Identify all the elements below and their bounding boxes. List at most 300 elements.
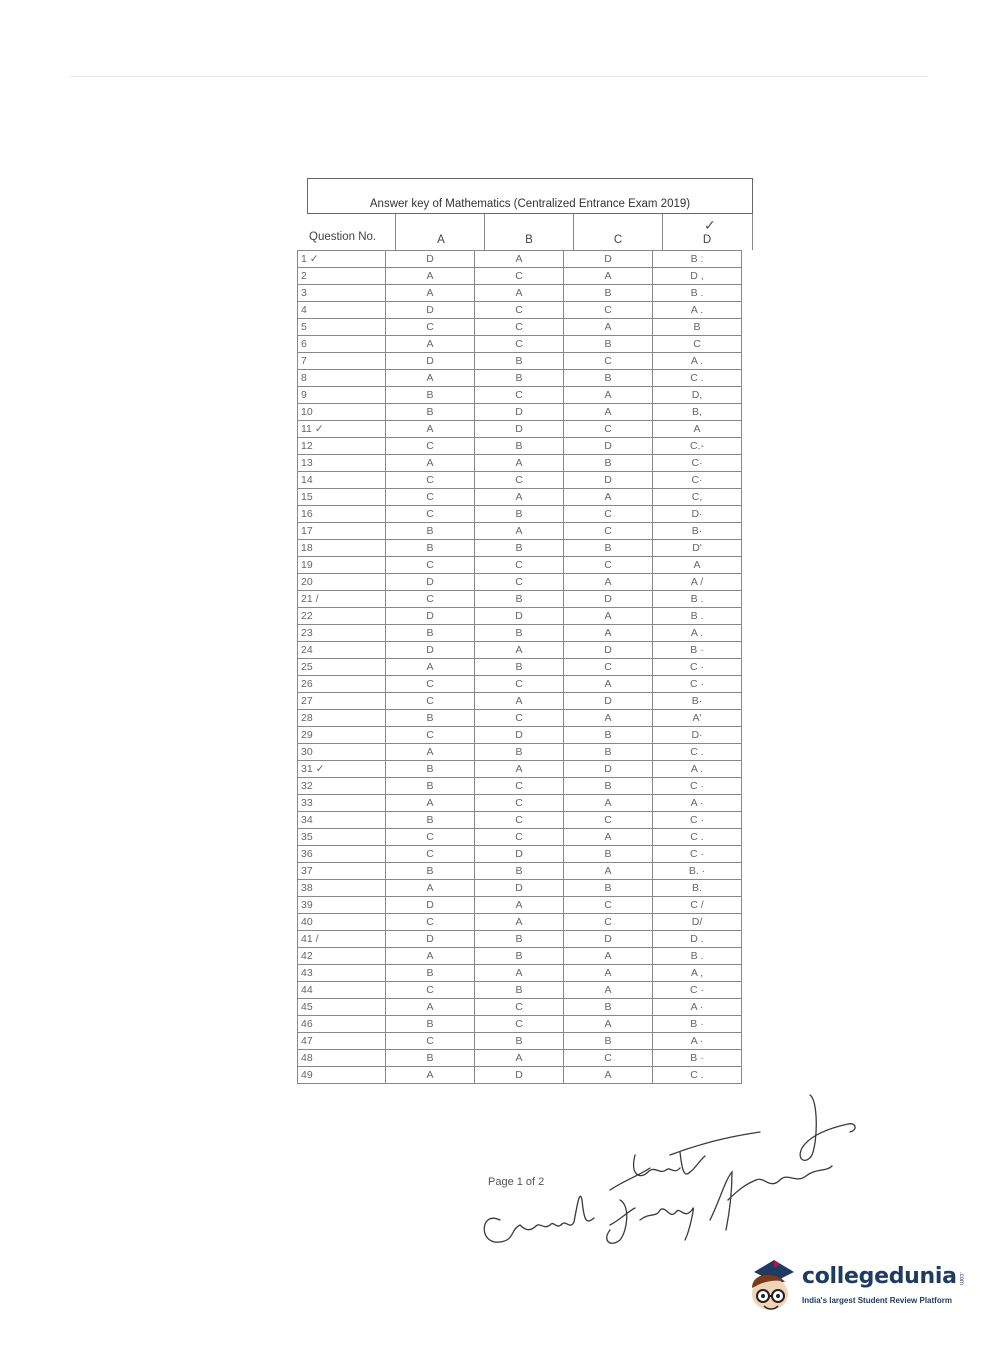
answer-cell-a: A	[386, 336, 475, 353]
answer-cell-a: D	[386, 302, 475, 319]
answer-cell-a: D	[386, 897, 475, 914]
answer-cell-b: B	[475, 931, 564, 948]
answer-cell-a: D	[386, 574, 475, 591]
answer-cell-c: C	[564, 1050, 653, 1067]
answer-cell-c: B	[564, 1033, 653, 1050]
answer-cell-c: B	[564, 370, 653, 387]
answer-cell-c: B	[564, 846, 653, 863]
answer-cell-c: C	[564, 897, 653, 914]
question-number: 39	[298, 897, 386, 914]
question-number: 45	[298, 999, 386, 1016]
answer-cell-d: D/	[653, 914, 742, 931]
answer-cell-d: A	[653, 557, 742, 574]
answer-cell-d: B·	[653, 693, 742, 710]
table-row	[298, 608, 742, 625]
answer-cell-c: A	[564, 625, 653, 642]
answer-cell-d: A ·	[653, 999, 742, 1016]
answer-cell-d: D,	[653, 387, 742, 404]
top-rule	[70, 76, 928, 77]
question-number: 2	[298, 268, 386, 285]
table-row	[298, 251, 742, 268]
question-number: 13	[298, 455, 386, 472]
answer-cell-b: D	[475, 608, 564, 625]
answer-cell-b: C	[475, 557, 564, 574]
answer-cell-a: C	[386, 557, 475, 574]
answer-cell-d: C .	[653, 370, 742, 387]
question-number: 12	[298, 438, 386, 455]
answer-cell-b: C	[475, 574, 564, 591]
answer-cell-a: B	[386, 863, 475, 880]
answer-table	[297, 250, 742, 1084]
answer-cell-b: A	[475, 489, 564, 506]
answer-cell-b: A	[475, 693, 564, 710]
table-row	[298, 761, 742, 778]
answer-cell-d: B,	[653, 404, 742, 421]
question-number: 20	[298, 574, 386, 591]
answer-cell-b: C	[475, 319, 564, 336]
question-number: 10	[298, 404, 386, 421]
table-row	[298, 829, 742, 846]
answer-cell-a: B	[386, 1050, 475, 1067]
header-divider	[662, 214, 663, 250]
question-number: 44	[298, 982, 386, 999]
header-divider	[573, 214, 574, 250]
question-number: 41 /	[298, 931, 386, 948]
answer-cell-b: A	[475, 455, 564, 472]
table-row	[298, 659, 742, 676]
answer-cell-a: A	[386, 285, 475, 302]
question-number: 8	[298, 370, 386, 387]
answer-cell-c: B	[564, 336, 653, 353]
question-number: 15	[298, 489, 386, 506]
answer-cell-d: C·	[653, 472, 742, 489]
answer-cell-d: B ·	[653, 642, 742, 659]
question-number: 28	[298, 710, 386, 727]
answer-cell-b: A	[475, 761, 564, 778]
question-number: 16	[298, 506, 386, 523]
collegedunia-logo	[740, 1250, 970, 1320]
answer-cell-c: C	[564, 506, 653, 523]
answer-cell-d: A .	[653, 761, 742, 778]
answer-cell-d: A ·	[653, 795, 742, 812]
answer-cell-a: B	[386, 778, 475, 795]
table-row	[298, 914, 742, 931]
question-number: 7	[298, 353, 386, 370]
table-row	[298, 625, 742, 642]
answer-cell-d: B .	[653, 948, 742, 965]
answer-cell-b: C	[475, 795, 564, 812]
answer-cell-c: D	[564, 642, 653, 659]
answer-cell-a: C	[386, 914, 475, 931]
table-row	[298, 999, 742, 1016]
answer-cell-a: A	[386, 421, 475, 438]
answer-cell-a: A	[386, 455, 475, 472]
table-row	[298, 795, 742, 812]
answer-cell-a: B	[386, 710, 475, 727]
answer-cell-d: A .	[653, 353, 742, 370]
answer-cell-d: B.	[653, 880, 742, 897]
answer-cell-a: D	[386, 931, 475, 948]
answer-cell-d: C .	[653, 744, 742, 761]
table-row	[298, 965, 742, 982]
table-row	[298, 863, 742, 880]
answer-cell-b: D	[475, 421, 564, 438]
handwritten-signature	[470, 1080, 870, 1260]
question-number: 36	[298, 846, 386, 863]
question-number: 32	[298, 778, 386, 795]
answer-cell-a: A	[386, 795, 475, 812]
d-tick-mark: ✓	[704, 217, 716, 233]
answer-cell-a: A	[386, 744, 475, 761]
answer-cell-b: C	[475, 387, 564, 404]
answer-cell-d: C ·	[653, 659, 742, 676]
table-row	[298, 744, 742, 761]
table-row	[298, 421, 742, 438]
answer-cell-b: B	[475, 370, 564, 387]
answer-cell-c: B	[564, 880, 653, 897]
answer-cell-c: D	[564, 931, 653, 948]
answer-cell-d: B :	[653, 251, 742, 268]
answer-cell-d: C ·	[653, 846, 742, 863]
answer-cell-c: A	[564, 1016, 653, 1033]
answer-cell-d: B ·	[653, 1016, 742, 1033]
question-number: 33	[298, 795, 386, 812]
answer-cell-b: B	[475, 506, 564, 523]
answer-cell-b: A	[475, 965, 564, 982]
answer-cell-a: D	[386, 608, 475, 625]
answer-cell-a: A	[386, 659, 475, 676]
answer-cell-b: B	[475, 982, 564, 999]
question-number: 27	[298, 693, 386, 710]
table-row	[298, 353, 742, 370]
question-number: 18	[298, 540, 386, 557]
answer-cell-a: C	[386, 829, 475, 846]
table-row	[298, 948, 742, 965]
column-b-header: B	[525, 234, 533, 246]
title-box	[307, 178, 753, 214]
answer-cell-b: A	[475, 914, 564, 931]
question-number: 43	[298, 965, 386, 982]
question-no-header: Question No.	[309, 231, 377, 243]
table-row	[298, 455, 742, 472]
table-row	[298, 778, 742, 795]
answer-cell-c: C	[564, 421, 653, 438]
answer-cell-d: C ·	[653, 778, 742, 795]
page-footer: Page 1 of 2	[488, 1176, 545, 1188]
answer-cell-b: D	[475, 1067, 564, 1084]
answer-cell-c: B	[564, 455, 653, 472]
answer-cell-a: D	[386, 251, 475, 268]
answer-cell-a: B	[386, 625, 475, 642]
table-row	[298, 1016, 742, 1033]
question-number: 14	[298, 472, 386, 489]
answer-cell-d: C /	[653, 897, 742, 914]
table-row	[298, 880, 742, 897]
question-number: 22	[298, 608, 386, 625]
question-number: 11 ✓	[298, 421, 386, 438]
table-row	[298, 387, 742, 404]
answer-cell-c: A	[564, 863, 653, 880]
header-divider	[484, 214, 485, 250]
answer-cell-b: B	[475, 353, 564, 370]
answer-cell-a: C	[386, 982, 475, 999]
table-row	[298, 438, 742, 455]
question-number: 47	[298, 1033, 386, 1050]
question-number: 5	[298, 319, 386, 336]
answer-cell-a: A	[386, 370, 475, 387]
answer-cell-b: C	[475, 302, 564, 319]
answer-cell-d: D .	[653, 931, 742, 948]
question-number: 46	[298, 1016, 386, 1033]
answer-cell-c: D	[564, 438, 653, 455]
brand-name: collegedunia	[802, 1264, 957, 1289]
table-row	[298, 846, 742, 863]
answer-cell-b: B	[475, 625, 564, 642]
question-number: 3	[298, 285, 386, 302]
answer-cell-a: B	[386, 965, 475, 982]
answer-cell-b: B	[475, 744, 564, 761]
answer-cell-d: D'	[653, 540, 742, 557]
answer-cell-a: B	[386, 761, 475, 778]
question-number: 49	[298, 1067, 386, 1084]
table-row	[298, 302, 742, 319]
answer-cell-c: A	[564, 982, 653, 999]
page-title: Answer key of Mathematics (Centralized Entrance Exam 2019)	[369, 198, 691, 210]
table-row	[298, 710, 742, 727]
table-row	[298, 404, 742, 421]
table-row	[298, 540, 742, 557]
answer-cell-b: C	[475, 268, 564, 285]
answer-cell-d: A ,	[653, 965, 742, 982]
answer-cell-a: C	[386, 1033, 475, 1050]
column-d-header: D	[702, 234, 712, 246]
answer-cell-b: C	[475, 999, 564, 1016]
answer-cell-d: B .	[653, 285, 742, 302]
answer-cell-c: D	[564, 251, 653, 268]
answer-cell-c: C	[564, 659, 653, 676]
answer-cell-c: C	[564, 302, 653, 319]
table-row	[298, 1033, 742, 1050]
answer-cell-d: B ·	[653, 1050, 742, 1067]
question-number: 26	[298, 676, 386, 693]
table-row	[298, 336, 742, 353]
answer-cell-a: C	[386, 319, 475, 336]
question-number: 42	[298, 948, 386, 965]
table-row	[298, 523, 742, 540]
question-number: 30	[298, 744, 386, 761]
answer-cell-d: C .	[653, 1067, 742, 1084]
answer-cell-c: A	[564, 574, 653, 591]
column-a-header: A	[437, 234, 445, 246]
table-row	[298, 489, 742, 506]
answer-cell-d: C ·	[653, 676, 742, 693]
question-number: 48	[298, 1050, 386, 1067]
answer-cell-c: A	[564, 387, 653, 404]
answer-cell-d: C·	[653, 455, 742, 472]
answer-cell-a: D	[386, 353, 475, 370]
answer-cell-d: C.-	[653, 438, 742, 455]
answer-cell-b: C	[475, 676, 564, 693]
answer-cell-b: B	[475, 863, 564, 880]
question-number: 25	[298, 659, 386, 676]
answer-cell-a: C	[386, 438, 475, 455]
table-row	[298, 727, 742, 744]
answer-cell-d: A .	[653, 302, 742, 319]
answer-cell-b: B	[475, 540, 564, 557]
table-row	[298, 676, 742, 693]
answer-cell-c: C	[564, 557, 653, 574]
answer-cell-a: C	[386, 506, 475, 523]
table-row	[298, 557, 742, 574]
answer-cell-c: C	[564, 523, 653, 540]
answer-cell-b: A	[475, 523, 564, 540]
answer-cell-a: C	[386, 846, 475, 863]
brand-suffix: .com	[958, 1272, 964, 1286]
answer-cell-d: C .	[653, 829, 742, 846]
answer-cell-a: A	[386, 1067, 475, 1084]
answer-cell-b: A	[475, 642, 564, 659]
answer-cell-d: B·	[653, 523, 742, 540]
answer-cell-d: A ·	[653, 1033, 742, 1050]
answer-cell-c: C	[564, 353, 653, 370]
table-row	[298, 574, 742, 591]
answer-cell-b: A	[475, 1050, 564, 1067]
answer-cell-c: A	[564, 676, 653, 693]
header-divider	[752, 214, 753, 250]
question-number: 19	[298, 557, 386, 574]
answer-cell-a: C	[386, 693, 475, 710]
answer-cell-a: D	[386, 642, 475, 659]
question-number: 9	[298, 387, 386, 404]
question-number: 4	[298, 302, 386, 319]
question-number: 17	[298, 523, 386, 540]
answer-cell-c: B	[564, 285, 653, 302]
answer-key-sheet	[297, 178, 753, 1126]
answer-cell-b: B	[475, 1033, 564, 1050]
answer-cell-b: C	[475, 829, 564, 846]
table-row	[298, 1050, 742, 1067]
answer-cell-c: D	[564, 472, 653, 489]
question-number: 23	[298, 625, 386, 642]
answer-cell-b: D	[475, 727, 564, 744]
question-number: 40	[298, 914, 386, 931]
header-divider	[395, 214, 396, 250]
answer-cell-a: A	[386, 268, 475, 285]
question-number: 6	[298, 336, 386, 353]
answer-cell-a: A	[386, 999, 475, 1016]
answer-cell-d: C	[653, 336, 742, 353]
column-c-header: C	[613, 234, 623, 246]
answer-cell-a: C	[386, 676, 475, 693]
table-row	[298, 506, 742, 523]
answer-cell-d: B. ·	[653, 863, 742, 880]
answer-cell-c: A	[564, 608, 653, 625]
answer-cell-c: C	[564, 812, 653, 829]
answer-cell-a: C	[386, 472, 475, 489]
answer-cell-b: A	[475, 285, 564, 302]
answer-cell-d: D ,	[653, 268, 742, 285]
answer-cell-b: C	[475, 778, 564, 795]
answer-cell-b: A	[475, 251, 564, 268]
answer-cell-c: B	[564, 999, 653, 1016]
answer-cell-b: D	[475, 404, 564, 421]
answer-cell-d: D·	[653, 727, 742, 744]
answer-cell-a: A	[386, 880, 475, 897]
answer-cell-c: A	[564, 948, 653, 965]
answer-cell-d: D·	[653, 506, 742, 523]
answer-cell-d: A /	[653, 574, 742, 591]
question-number: 35	[298, 829, 386, 846]
answer-cell-a: C	[386, 489, 475, 506]
answer-cell-b: B	[475, 659, 564, 676]
table-header	[307, 214, 753, 250]
answer-cell-c: C	[564, 914, 653, 931]
answer-cell-a: C	[386, 727, 475, 744]
answer-cell-c: A	[564, 489, 653, 506]
answer-cell-c: B	[564, 778, 653, 795]
answer-cell-c: A	[564, 829, 653, 846]
answer-cell-c: A	[564, 1067, 653, 1084]
answer-cell-d: A'	[653, 710, 742, 727]
answer-cell-a: B	[386, 1016, 475, 1033]
answer-cell-c: A	[564, 965, 653, 982]
answer-cell-b: B	[475, 438, 564, 455]
answer-cell-d: A	[653, 421, 742, 438]
answer-cell-c: B	[564, 727, 653, 744]
table-row	[298, 268, 742, 285]
table-row	[298, 370, 742, 387]
table-row	[298, 931, 742, 948]
table-row	[298, 693, 742, 710]
answer-cell-b: C	[475, 472, 564, 489]
table-row	[298, 591, 742, 608]
answer-cell-c: D	[564, 591, 653, 608]
answer-cell-d: B	[653, 319, 742, 336]
answer-cell-a: B	[386, 523, 475, 540]
answer-cell-b: D	[475, 846, 564, 863]
answer-cell-b: D	[475, 880, 564, 897]
question-number: 21 /	[298, 591, 386, 608]
question-number: 24	[298, 642, 386, 659]
answer-cell-c: D	[564, 693, 653, 710]
table-row	[298, 897, 742, 914]
answer-cell-c: A	[564, 795, 653, 812]
answer-cell-a: B	[386, 404, 475, 421]
answer-cell-c: B	[564, 540, 653, 557]
answer-cell-d: C ·	[653, 812, 742, 829]
question-number: 38	[298, 880, 386, 897]
answer-cell-c: A	[564, 710, 653, 727]
answer-cell-b: C	[475, 812, 564, 829]
table-row	[298, 812, 742, 829]
answer-cell-a: A	[386, 948, 475, 965]
answer-cell-a: B	[386, 812, 475, 829]
table-row	[298, 642, 742, 659]
answer-cell-b: C	[475, 1016, 564, 1033]
answer-cell-c: A	[564, 404, 653, 421]
answer-cell-c: D	[564, 761, 653, 778]
answer-cell-b: B	[475, 591, 564, 608]
question-number: 31 ✓	[298, 761, 386, 778]
answer-cell-d: C ·	[653, 982, 742, 999]
answer-cell-d: B .	[653, 608, 742, 625]
table-row	[298, 319, 742, 336]
question-number: 29	[298, 727, 386, 744]
answer-cell-c: B	[564, 744, 653, 761]
table-row	[298, 982, 742, 999]
answer-cell-d: B .	[653, 591, 742, 608]
answer-cell-d: A .	[653, 625, 742, 642]
